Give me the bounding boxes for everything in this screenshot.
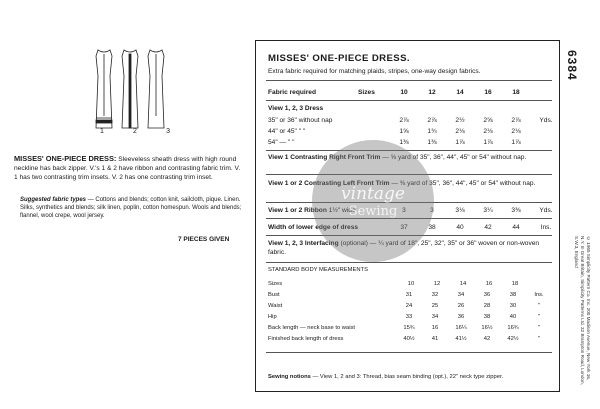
body-cell: 18: [511, 281, 519, 287]
body-row-label: Waist: [268, 303, 283, 309]
body-unit: ": [537, 336, 541, 342]
dress-cell: 1⅞: [455, 139, 465, 146]
dress-cell: 1⅜: [399, 139, 409, 146]
lower-edge-label: Width of lower edge of dress: [268, 224, 359, 231]
dress-cell: 1⅝: [399, 128, 409, 135]
body-cell: 12: [433, 281, 441, 287]
ribbon-label: View 1 or 2 Ribbon: [268, 207, 327, 214]
body-unit: Ins.: [534, 292, 544, 298]
trim-right-text: — ⅝ yard of 35", 36", 44", 45" or 54" without nap.: [382, 154, 527, 161]
view-numbers: [100, 128, 170, 135]
unit-label: Yds.: [539, 207, 553, 214]
body-unit: ": [537, 303, 541, 309]
body-cell: 24: [405, 303, 413, 309]
dress-cell: 1⅞: [483, 139, 493, 146]
watermark-line-1: vintage: [341, 183, 405, 204]
body-row: [268, 336, 552, 342]
body-row-cells: [396, 325, 552, 331]
dress-row-label: 44" or 45" " ": [268, 128, 306, 135]
lower-edge-cell: 38: [428, 224, 436, 231]
body-row: [268, 292, 552, 298]
body-cell: 42: [483, 336, 491, 342]
lower-edge-cell: 40: [456, 224, 464, 231]
view-number-2: 2: [133, 128, 137, 135]
body-measurements-title: STANDARD BODY MEASUREMENTS: [268, 267, 368, 273]
size-cell: 12: [428, 89, 436, 96]
sewing-text: — View 1, 2 and 3: Thread, bias seam binding (opt.), 22" neck type zipper.: [312, 374, 504, 380]
body-row: [268, 303, 552, 309]
pieces-given: 7 PIECES GIVEN: [178, 236, 230, 243]
dress-cell: 2⅛: [483, 128, 493, 135]
body-row-cells: [398, 281, 528, 287]
sizes-label: Sizes: [358, 89, 375, 96]
divider: [266, 262, 552, 263]
body-cell: 36: [457, 314, 465, 320]
description-text: Sleeveless sheath dress with high round neckline has back zipper. V.'s 1 & 2 have ribbon and contrasting fabric trim. V. 1 has two contrasting trim insets. V. 2 has one contrasting trim inset.: [14, 156, 241, 181]
dress-cell: 1¾: [427, 128, 437, 135]
fabric-types-text: — Cottons and blends; cotton knit, sailcloth, pique. Linen. Silks, synthetics and blends; silk linen, poplin, cotton homespun. Wools and blends; flannel, wool crepe, wool jersey.: [20, 197, 242, 219]
sketch-view-3: [148, 50, 164, 128]
dress-row: [390, 117, 560, 124]
fabric-types-head: Suggested fabric types: [20, 197, 87, 203]
fabric-required-label: Fabric required: [268, 89, 317, 96]
body-cell: 36: [483, 292, 491, 298]
sketch-view-1: [96, 50, 112, 128]
dress-row-label: 35" or 36" without nap: [268, 117, 333, 124]
view-number-1: 1: [100, 128, 104, 135]
body-row-label: Bust: [268, 292, 280, 298]
dress-cell: 2⅞: [427, 117, 437, 124]
dress-cell: 2⅞: [399, 117, 409, 124]
trim-right-head: View 1 Contrasting Right Front Trim: [268, 154, 381, 161]
dress-cell: 2⅛: [511, 128, 521, 135]
lower-edge-cell: 42: [484, 224, 492, 231]
body-cell: 33: [405, 314, 413, 320]
dress-row: [390, 128, 530, 135]
size-cell: 16: [484, 89, 492, 96]
divider: [266, 80, 552, 81]
view-number-3: 3: [166, 128, 170, 135]
interfacing-head: View 1, 2, 3 Interfacing: [268, 240, 339, 247]
dress-cell: 2⅞: [511, 117, 521, 124]
body-row-cells: [396, 292, 552, 298]
divider: [266, 100, 552, 101]
view123-dress-label: View 1, 2, 3 Dress: [268, 105, 324, 112]
body-cell: 14: [459, 281, 467, 287]
trim-left-head: View 1 or 2 Contrasting Left Front Trim: [268, 180, 390, 187]
sizes-header: [390, 89, 530, 96]
body-cell: 16: [485, 281, 493, 287]
body-cell: 34: [431, 314, 439, 320]
body-row: [268, 325, 552, 331]
watermark-logo: [312, 140, 434, 262]
body-cell: 42½: [507, 336, 519, 342]
body-row-label: Back length — neck base to waist: [268, 325, 355, 331]
body-row-label: Hip: [268, 314, 277, 320]
body-cell: 30: [509, 303, 517, 309]
body-cell: 41: [431, 336, 439, 342]
ribbon-cell: 3: [430, 207, 434, 214]
body-cell: 38: [483, 314, 491, 320]
suggested-fabrics: [20, 196, 242, 220]
dress-cell: 1⅜: [427, 139, 437, 146]
body-cell: 40½: [403, 336, 415, 342]
body-row-cells: [396, 314, 552, 320]
watermark-line-2: Sewing: [348, 203, 398, 219]
body-cell: 15¾: [403, 325, 415, 331]
body-cell: 10: [407, 281, 415, 287]
body-unit: ": [537, 325, 541, 331]
dress-sketches: [92, 46, 172, 136]
body-row-cells: [396, 336, 552, 342]
dress-cell: 2⅝: [483, 117, 493, 124]
body-cell: 25: [431, 303, 439, 309]
unit-label: Yds.: [539, 117, 553, 124]
dress-cell: 2⅛: [455, 128, 465, 135]
body-row-label: Finished back length of dress: [268, 336, 344, 342]
body-row-label: Sizes: [268, 281, 283, 287]
ribbon-cell: 3: [402, 207, 406, 214]
body-cell: 16¼: [455, 325, 467, 331]
body-cell: 28: [483, 303, 491, 309]
dress-row: [390, 139, 530, 146]
copyright-notice: © 1965 Simplicity Pattern Co. Inc. 200 Madison Avenue, New York 16, N.Y. In Great Britain, Simplicity Patterns Ltd. 32 Brampton Road, London, S.W.3, England: [574, 236, 591, 385]
extra-fabric-note: Extra fabric required for matching plaids, stripes, one-way design fabrics.: [268, 68, 481, 75]
dress-cell: 2½: [455, 117, 465, 124]
body-cell: 16¾: [507, 325, 519, 331]
body-cell: 32: [431, 292, 439, 298]
size-cell: 14: [456, 89, 464, 96]
sewing-head: Sewing notions: [268, 374, 311, 380]
ribbon-cell: 3¼: [483, 207, 493, 214]
sewing-notions: [268, 374, 503, 380]
dress-description: [14, 154, 242, 182]
ribbon-width: 1½" wide: [328, 207, 356, 214]
size-cell: 10: [400, 89, 408, 96]
body-cell: 41½: [455, 336, 467, 342]
pattern-number: 6384: [565, 50, 579, 81]
ribbon-cell: 3⅜: [511, 207, 521, 214]
body-row: [268, 281, 552, 287]
body-row: [268, 314, 552, 320]
body-cell: 31: [405, 292, 413, 298]
body-cell: 40: [509, 314, 517, 320]
divider: [266, 352, 552, 353]
dress-row-label: 54" — " ": [268, 139, 295, 146]
body-cell: 16½: [481, 325, 493, 331]
size-cell: 18: [512, 89, 520, 96]
trim-left-text: — ⅜ yard of 35", 36", 44", 45" or 54" without nap.: [391, 180, 536, 187]
ribbon-cell: 3⅛: [455, 207, 465, 214]
body-cell: 16: [431, 325, 439, 331]
lower-edge-cell: 44: [512, 224, 520, 231]
body-cell: 38: [509, 292, 517, 298]
unit-label: Ins.: [540, 224, 552, 231]
body-cell: 26: [457, 303, 465, 309]
panel-title: MISSES' ONE-PIECE DRESS.: [268, 53, 410, 64]
dress-cell: 1⅞: [511, 139, 521, 146]
sketch-view-2: [122, 50, 138, 128]
description-title: MISSES' ONE-PIECE DRESS:: [14, 154, 117, 163]
body-cell: 34: [457, 292, 465, 298]
body-unit: ": [537, 314, 541, 320]
lower-edge-cell: 37: [400, 224, 408, 231]
interfacing-text: (optional) — ¼ yard of 18", 25", 32", 35" or 36" woven or non-woven fabric.: [268, 240, 540, 256]
body-row-cells: [396, 303, 552, 309]
